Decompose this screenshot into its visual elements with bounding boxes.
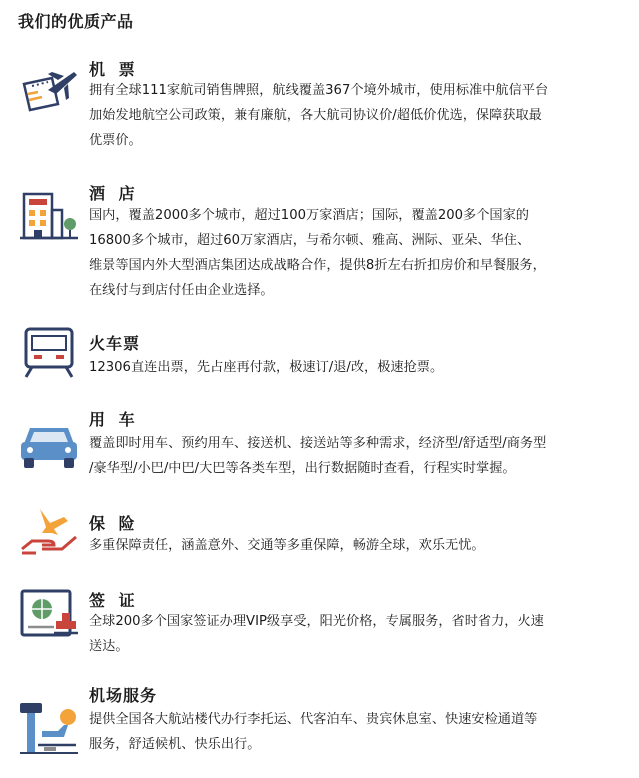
product-description: 12306直连出票，先占座再付款，极速订/退/改，极速抢票。	[89, 360, 444, 375]
hotel-building-icon	[18, 186, 80, 242]
product-title: 机场服务	[89, 686, 158, 705]
product-description: 拥有全球111家航司销售牌照，航线覆盖367个境外城市，使用标准中航信平台 加始发地航空公司政策，兼有廉航，各大航司协议价/超低价优选，保障获取最 优票价。	[89, 83, 549, 148]
product-title: 用 车	[89, 410, 139, 429]
product-description: 国内，覆盖2000多个城市，超过100万家酒店；国际，覆盖200多个国家的 16800多个城市，超过60万家酒店，与希尔顿、雅高、洲际、亚朵、华住、 维景等国内外大型酒店集团达成战略合作，提供8折左右折扣房价和早餐服务， 在线付与到店付任由企业选择。	[89, 208, 546, 298]
page-title: 我们的优质产品	[18, 12, 134, 31]
product-title: 保 险	[89, 514, 139, 533]
airport-tower-icon	[18, 701, 80, 757]
car-icon	[18, 418, 80, 474]
train-icon	[18, 323, 80, 379]
product-description: 提供全国各大航站楼代办行李托运、代客泊车、贵宾休息室、快速安检通道等 服务，舒适候机、快乐出行。	[89, 712, 538, 752]
airplane-ticket-icon	[18, 60, 80, 116]
insurance-hand-icon	[18, 505, 80, 561]
product-title: 火车票	[89, 334, 141, 353]
product-title: 机 票	[89, 60, 139, 79]
product-description: 覆盖即时用车、预约用车、接送机、接送站等多种需求，经济型/舒适型/商务型 /豪华型/小巴/中巴/大巴等各类车型，出行数据随时查看，行程实时掌握。	[89, 436, 547, 476]
product-title: 签 证	[89, 591, 139, 610]
product-description: 全球200多个国家签证办理VIP级享受，阳光价格，专属服务，省时省力，火速 送达。	[89, 614, 544, 654]
product-description: 多重保障责任，涵盖意外、交通等多重保障，畅游全球，欢乐无忧。	[89, 538, 485, 553]
visa-passport-icon	[18, 587, 80, 643]
product-title: 酒 店	[89, 184, 139, 203]
